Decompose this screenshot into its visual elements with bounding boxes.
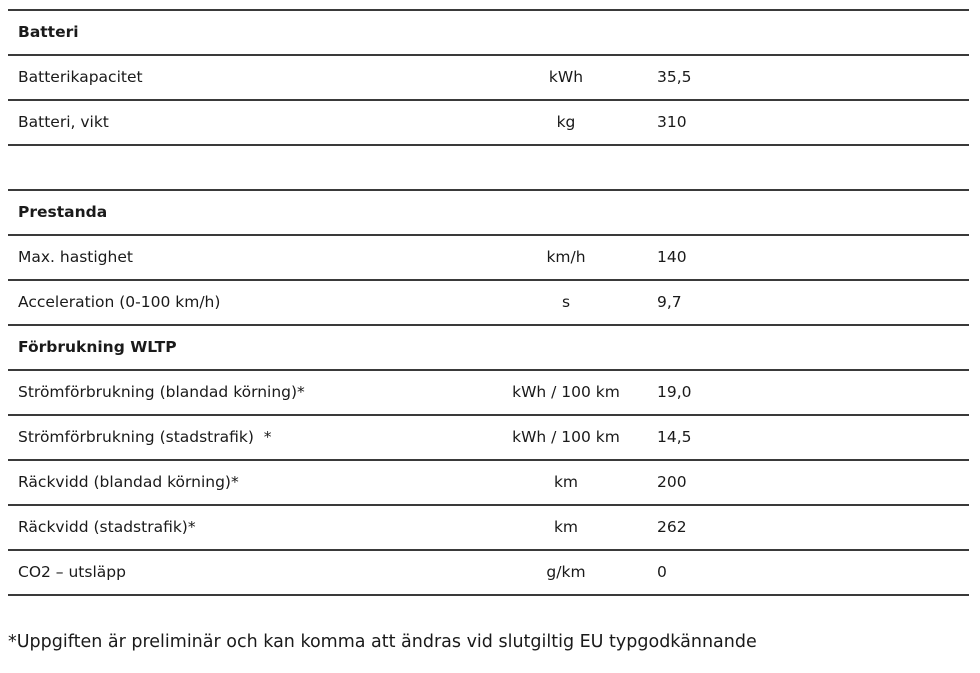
table-row: [8, 461, 969, 506]
section-header-forbrukning: [8, 326, 969, 371]
row-label: Batterikapacitet: [18, 68, 143, 86]
row-unit: km: [553, 518, 579, 536]
row-unit: kWh / 100 km: [512, 383, 620, 401]
row-label: Batteri, vikt: [18, 113, 109, 131]
row-unit: kWh: [548, 68, 584, 86]
table-row: [8, 551, 969, 596]
table-row: [8, 371, 969, 416]
row-value: 310: [657, 113, 687, 131]
row-value: 262: [657, 518, 687, 536]
section-header-batteri: [8, 11, 969, 56]
section-title: Prestanda: [18, 203, 108, 221]
section-title: Förbrukning WLTP: [18, 338, 177, 356]
row-unit: g/km: [546, 563, 586, 581]
footnote: *Uppgiften är preliminär och kan komma att ändras vid slutgiltig EU typgodkännande: [8, 632, 757, 652]
row-unit: km/h: [546, 248, 586, 266]
table-row: [8, 506, 969, 551]
row-value: 9,7: [657, 293, 682, 311]
row-value: 0: [657, 563, 667, 581]
row-label: Räckvidd (blandad körning)*: [18, 473, 239, 491]
spacer-row: [8, 146, 969, 191]
table-row: [8, 236, 969, 281]
row-label: Räckvidd (stadstrafik)*: [18, 518, 196, 536]
row-value: 200: [657, 473, 687, 491]
row-unit: km: [553, 473, 579, 491]
row-value: 140: [657, 248, 687, 266]
row-label: Max. hastighet: [18, 248, 133, 266]
section-title: Batteri: [18, 23, 79, 41]
table-row: [8, 56, 969, 101]
row-label: Strömförbrukning (stadstrafik) *: [18, 428, 272, 446]
table-row: [8, 416, 969, 461]
row-value: 14,5: [657, 428, 692, 446]
spec-table: [8, 9, 969, 596]
row-unit: s: [561, 293, 571, 311]
table-row: [8, 101, 969, 146]
row-label: Strömförbrukning (blandad körning)*: [18, 383, 305, 401]
row-value: 35,5: [657, 68, 692, 86]
table-row: [8, 281, 969, 326]
row-label: Acceleration (0-100 km/h): [18, 293, 221, 311]
row-unit: kg: [556, 113, 576, 131]
section-header-prestanda: [8, 191, 969, 236]
row-label: CO2 – utsläpp: [18, 563, 126, 581]
row-value: 19,0: [657, 383, 692, 401]
row-unit: kWh / 100 km: [512, 428, 620, 446]
